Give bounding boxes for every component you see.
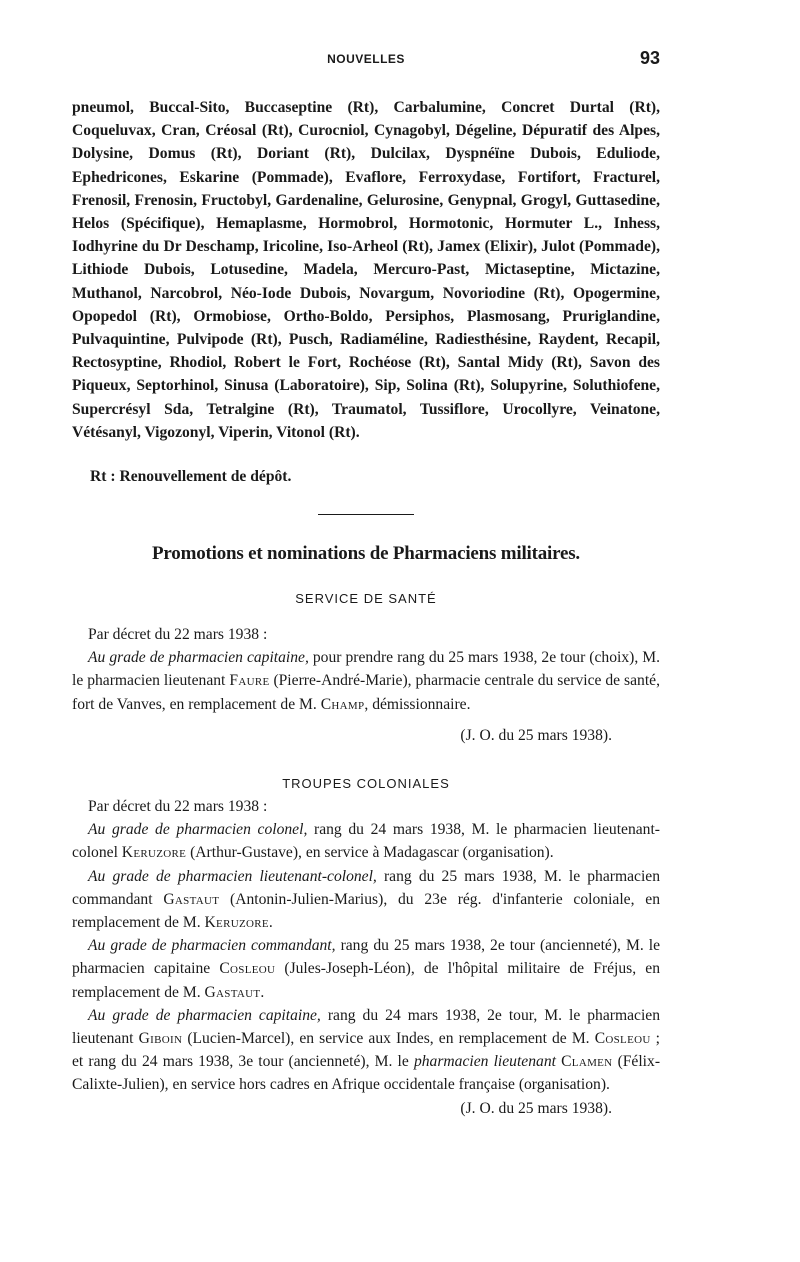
source-reference: (J. O. du 25 mars 1938). xyxy=(460,726,612,744)
nomination-text: (Félix-Calixte-Julien), en service hors cadres en Afrique occidentale française (organisation). xyxy=(72,1053,661,1094)
person-name: Keruzore xyxy=(204,914,269,932)
grade-text: Au grade de pharmacien lieutenant-colonel, xyxy=(88,867,377,885)
service-sante-block xyxy=(72,623,660,747)
troupes-coloniales-block xyxy=(72,795,660,1120)
nomination-text: rang du 24 mars 1938, 2e tour, M. le pharmacien lieutenant xyxy=(72,1006,660,1048)
person-name: Giboin xyxy=(138,1030,183,1048)
nomination-paragraph xyxy=(72,818,660,864)
nomination-text: rang du 24 mars 1938, M. le pharmacien lieutenant-colonel xyxy=(72,821,660,862)
nomination-text: ; et rang du 24 mars 1938, 3e tour (ancienneté), M. le xyxy=(72,1030,661,1071)
nomination-text: . xyxy=(268,914,273,932)
nomination-paragraph xyxy=(72,934,660,1004)
nomination-text: , démissionnaire. xyxy=(364,695,471,713)
nomination-text: . xyxy=(260,983,265,1001)
person-name: Gastaut xyxy=(163,890,220,908)
nomination-text: rang du 25 mars 1938, M. le pharmacien commandant xyxy=(72,867,660,908)
section-title: Promotions et nominations de Pharmaciens militaires. xyxy=(152,543,580,564)
source-reference: (J. O. du 25 mars 1938). xyxy=(460,1099,612,1117)
person-name: Clamen xyxy=(561,1053,613,1071)
nomination-paragraph xyxy=(72,865,660,935)
person-name: Cosleou xyxy=(594,1030,651,1048)
subheading-troupes-coloniales: TROUPES COLONIALES xyxy=(282,776,450,791)
nomination-paragraph xyxy=(72,1004,660,1097)
running-title: NOUVELLES xyxy=(327,52,405,66)
product-list-block xyxy=(72,96,660,444)
person-name: Cosleou xyxy=(219,960,276,978)
nomination-text: (Lucien-Marcel), en service aux Indes, en remplacement de M. xyxy=(182,1030,595,1048)
nomination-text: rang du 25 mars 1938, 2e tour (ancienneté), M. le pharmacien capitaine xyxy=(72,937,661,978)
nomination-paragraph xyxy=(72,646,660,716)
person-name: Faure xyxy=(229,672,270,690)
legend-note: Rt : Renouvellement de dépôt. xyxy=(90,468,292,485)
page-number: 93 xyxy=(639,48,660,68)
nomination-text: (Pierre-André-Marie), pharmacie centrale du service de santé, fort de Vanves, en remplacement de M. xyxy=(72,672,660,713)
person-name: Keruzore xyxy=(121,844,187,862)
subheading-service-sante: SERVICE DE SANTÉ xyxy=(295,591,437,606)
nomination-text: (Antonin-Julien-Marius), du 23e rég. d'infanterie coloniale, en remplacement de M. xyxy=(72,890,660,932)
page-header xyxy=(72,48,660,72)
person-name: Gastaut xyxy=(204,983,261,1001)
decree-line: Par décret du 22 mars 1938 : xyxy=(88,626,268,643)
product-list-paragraph: pneumol, Buccal-Sito, Buccaseptine (Rt), Carbalumine, Concret Durtal (Rt), Coqueluvax, Cran, Créosal (Rt), Curocniol, Cynagobyl, Dégeline, Dépuratif des Alpes, Dolysine, Domus (Rt), Doriant (Rt), Dulcilax, Dyspnéïne Dubois, Eduliode, Ephedricones, Eskarine (Pommade), Evaflore, Ferroxydase, Fortifort, Fracturel, Frenosil, Frenosin, Fructobyl, Gardenaline, Gelurosine, Genypnal, Grogyl, Guttasedine, Helos (Spécifique), Hemaplasme, Hormobrol, Hormotonic, Hormuter L., Inhess, Iodhyrine du Dr Deschamp, Iricoline, Iso-Arheol (Rt), Jamex (Elixir), Julot (Pommade), Lithiode Dubois, Lotusedine, Madela, Mercuro-Past, Mictaseptine, Mictazine, Muthanol, Narcobrol, Néo-Iode Dubois, Novargum, Novoriodine (Rt), Opogermine, Opopedol (Rt), Ormobiose, Ortho-Boldo, Persiphos, Plasmosang, Pruriglandine, Pulvaquintine, Pulvipode (Rt), Pusch, Radiaméline, Radiesthésine, Raydent, Recapil, Rectosyptine, Rhodiol, Robert le Fort, Rochéose (Rt), Santal Midy (Rt), Savon des Piqueux, Septorhinol, Sinusa (Laboratoire), Sip, Solina (Rt), Solupyrine, Soluthiofene, Supercrésyl Sda, Tetralgine (Rt), Traumatol, Tussiflore, Urocollyre, Veinatone, Vétésanyl, Vigozonyl, Viperin, Vitonol (Rt). xyxy=(72,99,660,441)
person-name: Champ xyxy=(320,695,365,713)
grade-text: Au grade de pharmacien colonel, xyxy=(88,821,308,839)
decree-line: Par décret du 22 mars 1938 : xyxy=(88,798,268,815)
nomination-text: pour prendre rang du 25 mars 1938, 2e tour (choix), M. le pharmacien lieutenant xyxy=(72,649,660,690)
rank-text: pharmacien lieutenant xyxy=(413,1053,556,1071)
nomination-text: (Jules-Joseph-Léon), de l'hôpital militaire de Fréjus, en remplacement de M. xyxy=(72,960,660,1001)
grade-text: Au grade de pharmacien capitaine, xyxy=(88,649,309,667)
grade-text: Au grade de pharmacien capitaine, xyxy=(88,1006,321,1024)
grade-text: Au grade de pharmacien commandant, xyxy=(88,937,336,955)
nomination-text: (Arthur-Gustave), en service à Madagascar (organisation). xyxy=(186,844,554,862)
section-divider xyxy=(318,514,414,515)
